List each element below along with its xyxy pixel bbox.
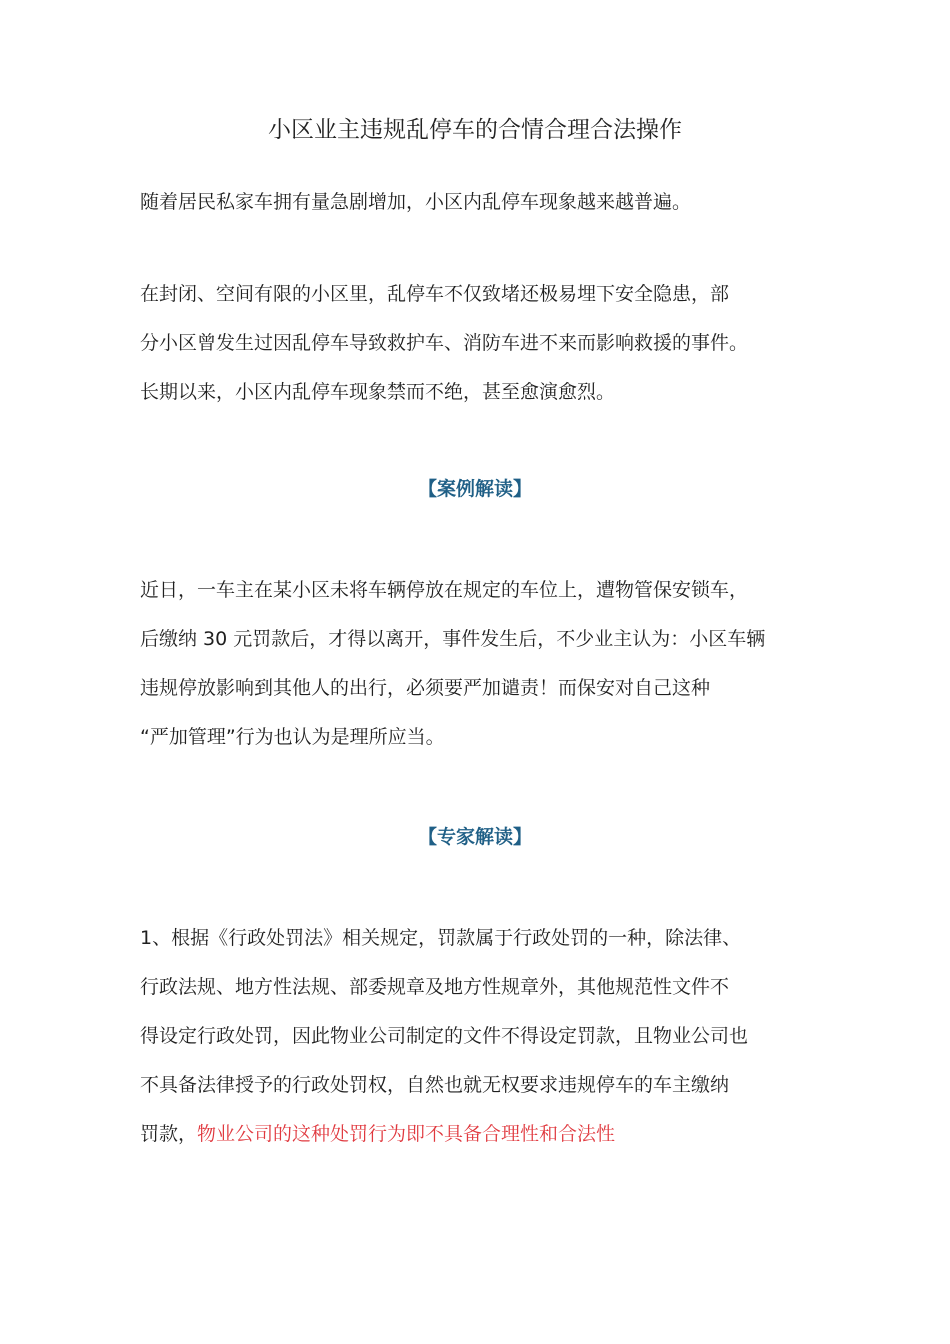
section-heading-case: 【案例解读】 [417, 478, 532, 500]
intro-paragraph [140, 178, 820, 227]
expert-line-4: 不具备法律授予的行政处罚权，自然也就无权要求违规停车的车主缴纳 [140, 1074, 730, 1096]
expert-line-3: 得设定行政处罚，因此物业公司制定的文件不得设定罚款，且物业公司也 [140, 1025, 749, 1047]
case-line-2: 后缴纳 30 元罚款后，才得以离开，事件发生后，不少业主认为：小区车辆 [140, 628, 766, 650]
background-paragraph [140, 270, 820, 417]
case-paragraph [140, 566, 820, 762]
expert-paragraph [140, 914, 820, 1159]
intro-line: 随着居民私家车拥有量急剧增加，小区内乱停车现象越来越普遍。 [140, 191, 692, 213]
case-line-1: 近日，一车主在某小区未将车辆停放在规定的车位上，遭物管保安锁车， [140, 579, 749, 601]
case-line-4: “严加管理”行为也认为是理所应当。 [140, 726, 445, 748]
case-line-3: 违规停放影响到其他人的出行，必须要严加谴责！而保安对自己这种 [140, 677, 711, 699]
expert-line-5 [140, 1110, 820, 1159]
expert-line-2: 行政法规、地方性法规、部委规章及地方性规章外，其他规范性文件不 [140, 976, 730, 998]
document-title: 小区业主违规乱停车的合情合理合法操作 [268, 117, 682, 143]
expert-line-1: 1、根据《行政处罚法》相关规定，罚款属于行政处罚的一种，除法律、 [140, 927, 742, 949]
background-line-1: 在封闭、空间有限的小区里，乱停车不仅致堵还极易埋下安全隐患，部 [140, 283, 730, 305]
background-line-3: 长期以来，小区内乱停车现象禁而不绝，甚至愈演愈烈。 [140, 381, 616, 403]
expert-highlight-text: 物业公司的这种处罚行为即不具备合理性和合法性 [197, 1123, 616, 1145]
expert-line-5-prefix: 罚款， [140, 1123, 198, 1145]
section-heading-expert: 【专家解读】 [417, 826, 532, 848]
background-line-2: 分小区曾发生过因乱停车导致救护车、消防车进不来而影响救援的事件。 [140, 332, 749, 354]
